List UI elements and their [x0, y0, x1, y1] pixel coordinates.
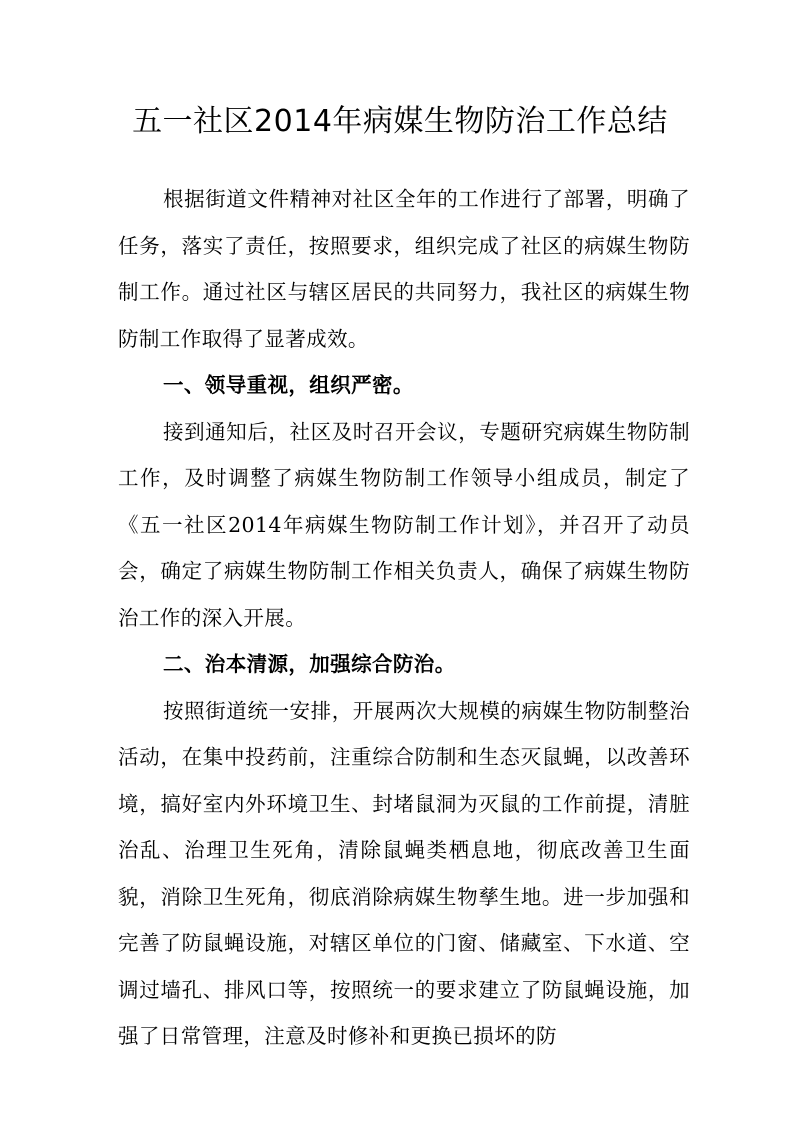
section-2-paragraph: 按照街道统一安排，开展两次大规模的病媒生物防制整治活动，在集中投药前，注重综合防制和生态灭鼠蝇，以改善环境，搞好室内外环境卫生、封堵鼠洞为灭鼠的工作前提，清脏治乱、治理卫生死角，清除鼠蝇类栖息地，彻底改善卫生面貌，消除卫生死角，彻底消除病媒生物孳生地。进一步加强和完善了防鼠蝇设施，对辖区单位的门窗、储藏室、下水道、空调过墙孔、排风口等，按照统一的要求建立了防鼠蝇设施，加强了日常管理，注意及时修补和更换已损坏的防 — [118, 698, 690, 1048]
section-2-heading: 二、治本清源，加强综合防治。 — [163, 652, 456, 676]
document-title: 五一社区2014年病媒生物防治工作总结 — [132, 104, 668, 139]
section-1-paragraph: 接到通知后，社区及时召开会议，专题研究病媒生物防制工作，及时调整了病媒生物防制工作领导小组成员，制定了《五一社区2014年病媒生物防制工作计划》，并召开了动员会，确定了病媒生物防制工作相关负责人，确保了病媒生物防治工作的深入开展。 — [118, 419, 690, 630]
section-1-heading: 一、领导重视，组织严密。 — [163, 373, 414, 397]
intro-paragraph: 根据街道文件精神对社区全年的工作进行了部署，明确了任务，落实了责任，按照要求，组织完成了社区的病媒生物防制工作。通过社区与辖区居民的共同努力，我社区的病媒生物防制工作取得了显著成效。 — [118, 187, 690, 351]
document-body — [118, 176, 690, 1060]
